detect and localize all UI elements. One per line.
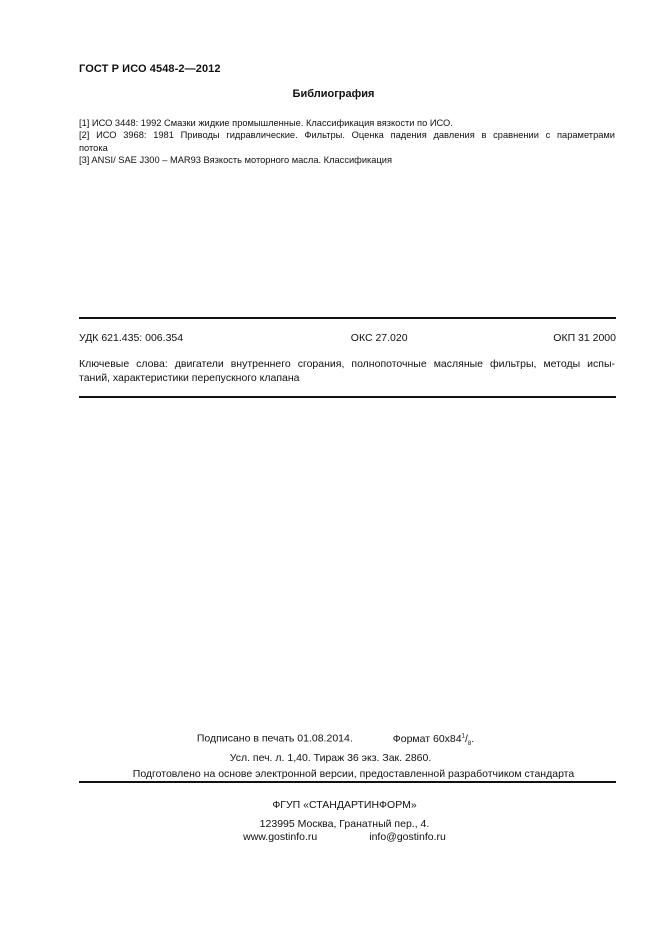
imprint-block — [0, 729, 661, 765]
publisher-contacts — [0, 818, 661, 844]
classification-codes — [79, 332, 616, 344]
keywords — [79, 357, 615, 385]
keywords-line-1: Ключевые слова: двигатели внутреннего сгорания, полнопоточные масляные фильтры, методы испы- — [79, 358, 615, 370]
website-link[interactable]: www.gostinfo.ru — [243, 831, 318, 843]
oks-code: ОКС 27.020 — [350, 332, 408, 344]
bibliography-item-continuation: потока — [79, 142, 108, 153]
bibliography-item: [3] ANSI/ SAE J300 – MAR93 Вязкость моторного масла. Классификация — [79, 155, 393, 166]
email-link[interactable]: info@gostinfo.ru — [369, 831, 446, 843]
bibliography-item: [2] ИСО 3968: 1981 Приводы гидравлические. Фильтры. Оценка падения давления в сравнении с параметрами — [79, 130, 615, 141]
publisher-links — [14, 831, 661, 844]
udk-code: УДК 621.435: 006.354 — [79, 332, 184, 344]
divider-top — [79, 317, 616, 319]
standard-code-header: ГОСТ Р ИСО 4548-2—2012 — [79, 63, 221, 75]
bibliography-list — [79, 117, 615, 167]
paper-format: Формат $60x84^1/_8$. — [392, 732, 475, 747]
divider-footer — [79, 781, 616, 783]
bibliography-item: [1] ИСО 3448: 1992 Смазки жидкие промышленные. Классификация вязкости по ИСО. — [79, 118, 453, 128]
signed-date: Подписано в печать 01.08.2014. — [196, 732, 353, 745]
keywords-line-2: таний, характеристики перепускного клапана — [79, 372, 300, 384]
prepared-note: Подготовлено на основе электронной версии, предоставленной разработчиком стандарта — [132, 768, 575, 780]
publisher-address: 123995 Москва, Гранатный пер., 4. — [259, 818, 430, 830]
publisher-name: ФГУП «СТАНДАРТИНФОРМ» — [272, 799, 417, 811]
imprint-line-1 — [0, 729, 661, 751]
divider-bottom — [79, 396, 616, 398]
okp-code: ОКП 31 2000 — [553, 332, 616, 344]
bibliography-title: Библиография — [292, 88, 375, 100]
imprint-line-2: Усл. печ. л. 1,40. Тираж 36 экз. Зак. 2860. — [229, 751, 432, 764]
